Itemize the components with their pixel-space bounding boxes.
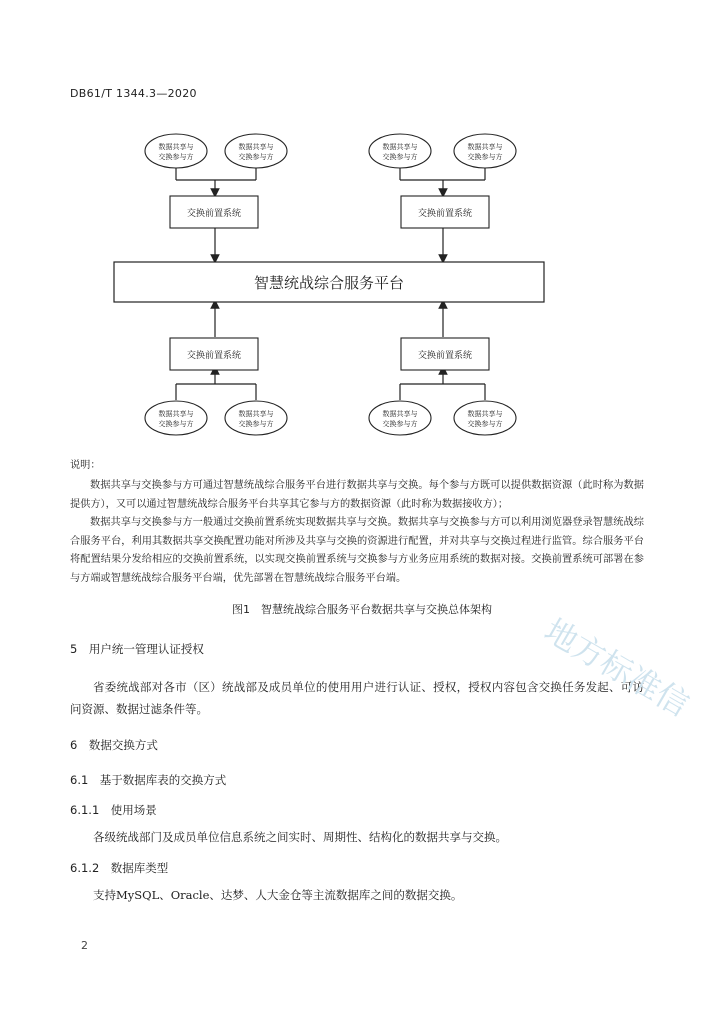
section-6-1-1-body: 各级统战部门及成员单位信息系统之间实时、周期性、结构化的数据共享与交换。 <box>93 830 507 844</box>
svg-text:交换参与方 <box>159 152 194 161</box>
svg-text:数据共享与 <box>383 142 418 151</box>
svg-text:数据共享与 <box>239 409 274 418</box>
participant-ellipse <box>225 401 287 435</box>
participant-label-line1: 数据共享与 <box>467 410 503 418</box>
page-number: 2 <box>81 939 88 952</box>
participant-label-line2: 交换参与方 <box>467 153 503 161</box>
svg-text:交换参与方 <box>239 152 274 161</box>
participant-label-line2: 交换参与方 <box>158 153 194 161</box>
front-system-label: 交换前置系统 <box>186 351 242 361</box>
svg-text:交换参与方 <box>468 419 503 428</box>
notes-paragraph-2: 数据共享与交换参与方一般通过交换前置系统实现数据共享与交换。数据共享与交换参与方可以利用浏览器登录智慧统战综合服务平台，利用其数据共享交换配置功能对所涉及共享与交换的资源进行配置，并对共享与交换过程进行监管。综合服务平台将配置结果分发给相应的交换前置系统，以实现交换前置系统与交换参与方业务应用系统的数据对接。交换前置系统可部署在参与方端或智慧统战综合服务平台端，优先部署在智慧统战综合服务平台端。 <box>70 517 644 584</box>
section-6-1-1-title: 6.1.1 使用场景 <box>70 803 157 817</box>
front-system-label: 交换前置系统 <box>417 209 473 219</box>
participant-ellipse <box>454 401 516 435</box>
participant-ellipse <box>145 134 207 168</box>
svg-text:交换参与方 <box>239 419 274 428</box>
participant-label-line1: 数据共享与 <box>382 410 418 418</box>
participant-ellipse <box>145 401 207 435</box>
svg-text:数据共享与 <box>159 409 194 418</box>
svg-text:数据共享与 <box>468 409 503 418</box>
participant-ellipse <box>369 134 431 168</box>
participant-label-line1: 数据共享与 <box>158 143 194 151</box>
participant-label-line2: 交换参与方 <box>158 420 194 428</box>
watermark: 地方标准信 <box>538 611 696 725</box>
participant-label-line2: 交换参与方 <box>238 420 274 428</box>
participant-ellipse <box>369 401 431 435</box>
section-6-1-title: 6.1 基于数据库表的交换方式 <box>70 773 227 787</box>
svg-text:数据共享与 <box>239 142 274 151</box>
participant-ellipse <box>454 134 516 168</box>
participant-label-line2: 交换参与方 <box>382 153 418 161</box>
section-5-body: 省委统战部对各市（区）统战部及成员单位的使用用户进行认证、授权，授权内容包含交换任务发起、可访问资源、数据过滤条件等。 <box>70 680 644 716</box>
participant-label-line2: 交换参与方 <box>467 420 503 428</box>
participant-label-line1: 数据共享与 <box>238 410 274 418</box>
platform-label: 智慧统战综合服务平台 <box>253 274 405 292</box>
participant-label-line1: 数据共享与 <box>382 143 418 151</box>
svg-text:数据共享与 <box>383 409 418 418</box>
section-6-1-2-title: 6.1.2 数据库类型 <box>70 861 169 875</box>
notes-paragraph-1: 数据共享与交换参与方可通过智慧统战综合服务平台进行数据共享与交换。每个参与方既可以提供数据资源（此时称为数据提供方），又可以通过智慧统战综合服务平台共享其它参与方的数据资源（此时称为数据接收方）； <box>70 480 644 510</box>
svg-text:交换参与方 <box>159 419 194 428</box>
section-6-1-2-body: 支持MySQL、Oracle、达梦、人大金仓等主流数据库之间的数据交换。 <box>93 888 463 902</box>
front-system-label: 交换前置系统 <box>186 209 242 219</box>
svg-text:交换参与方 <box>383 152 418 161</box>
participant-label-line2: 交换参与方 <box>238 153 274 161</box>
participant-label-line1: 数据共享与 <box>467 143 503 151</box>
participant-label-line1: 数据共享与 <box>238 143 274 151</box>
section-5-title: 5 用户统一管理认证授权 <box>70 642 204 656</box>
participant-label-line2: 交换参与方 <box>382 420 418 428</box>
section-6-title: 6 数据交换方式 <box>70 738 158 752</box>
front-system-label: 交换前置系统 <box>417 351 473 361</box>
svg-text:交换参与方 <box>383 419 418 428</box>
participant-ellipse <box>225 134 287 168</box>
svg-text:数据共享与 <box>468 142 503 151</box>
svg-text:数据共享与 <box>159 142 194 151</box>
architecture-diagram <box>0 0 724 460</box>
participant-label-line1: 数据共享与 <box>158 410 194 418</box>
svg-text:交换参与方 <box>468 152 503 161</box>
figure-caption: 图1 智慧统战综合服务平台数据共享与交换总体架构 <box>232 603 492 616</box>
document-id-header: DB61/T 1344.3—2020 <box>70 87 197 100</box>
notes-title: 说明： <box>70 460 101 471</box>
